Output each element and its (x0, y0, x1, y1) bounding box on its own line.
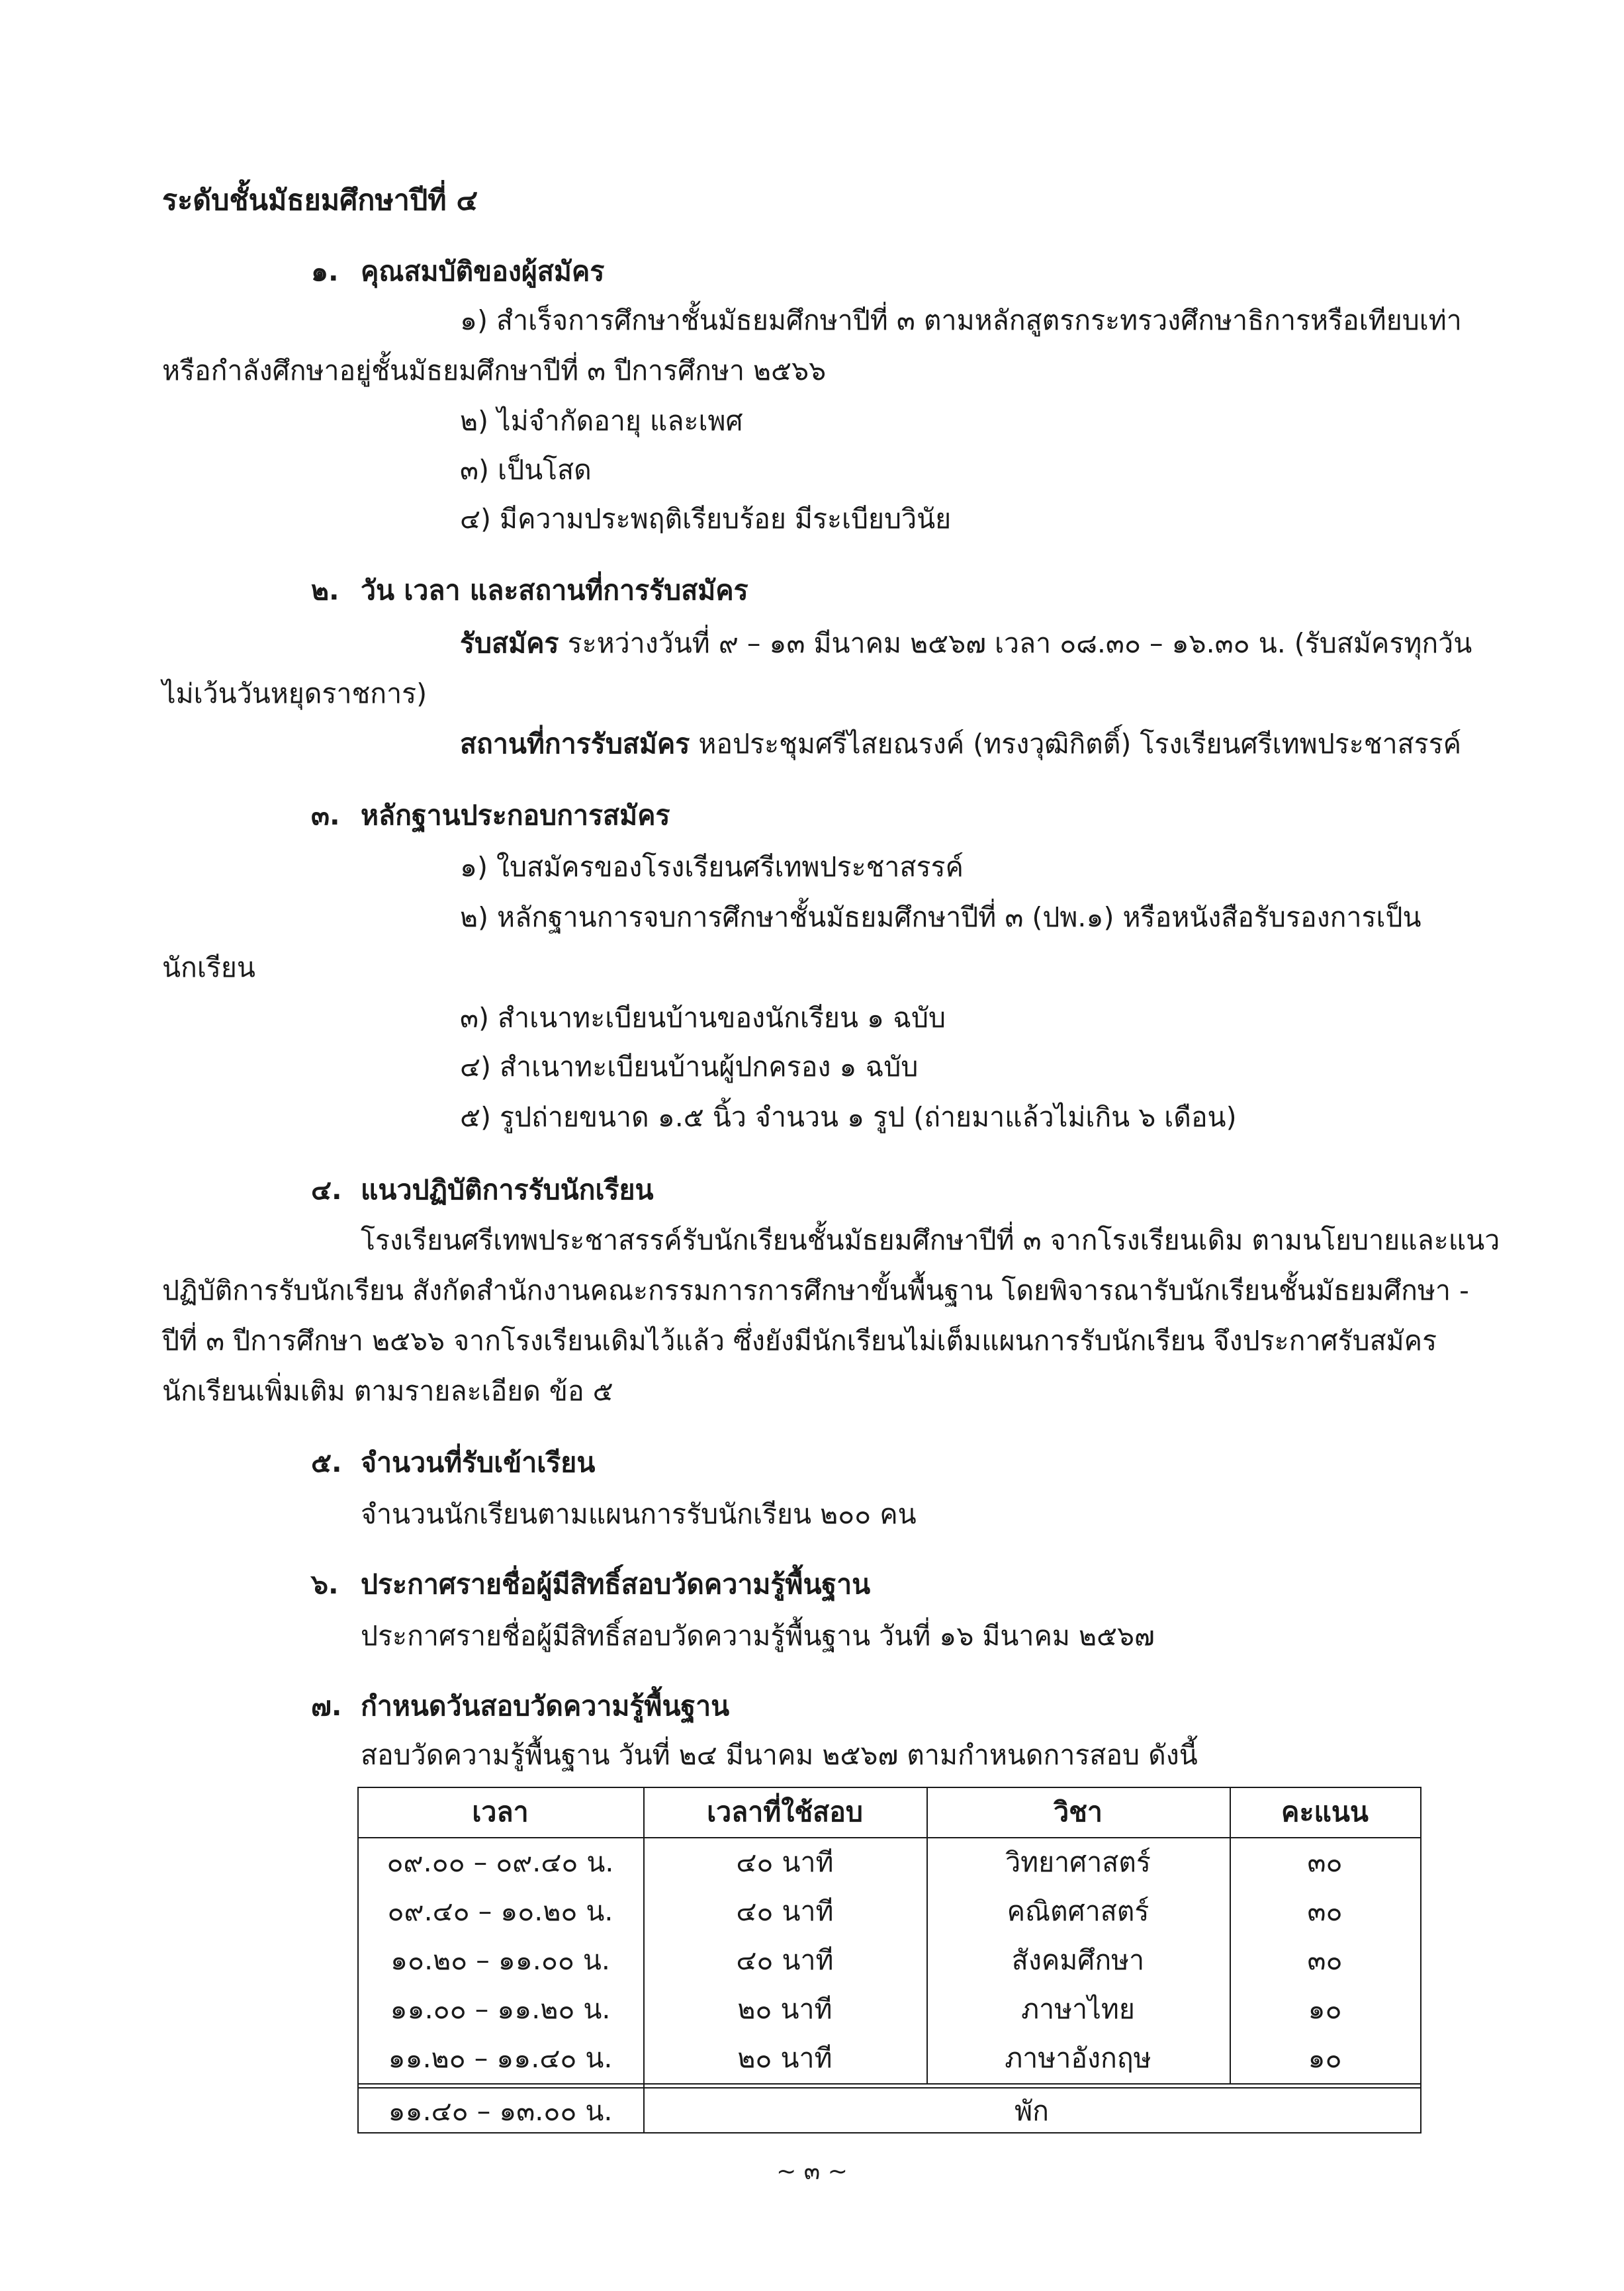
page-heading: ระดับชั้นมัธยมศึกษาปีที่ ๔ (162, 184, 478, 217)
section-number: ๑. (311, 255, 339, 287)
exam-schedule-table (357, 1787, 1421, 2134)
table-border-bottom (357, 2132, 1421, 2134)
cell-score: ๑๐ (1308, 2042, 1342, 2074)
section-number: ๒. (311, 574, 339, 606)
list-item: ๔) สำเนาทะเบียนบ้านผู้ปกครอง ๑ ฉบับ (460, 1051, 919, 1083)
section-title: แนวปฏิบัติการรับนักเรียน (361, 1174, 654, 1206)
table-border-right (1420, 1787, 1421, 2134)
cell-time: ๑๑.๒๐ – ๑๑.๔๐ น. (388, 2042, 613, 2074)
cell-duration: ๔๐ นาที (736, 1846, 834, 1878)
cell-duration: ๔๐ นาที (736, 1895, 834, 1927)
table-col-rule (926, 1787, 928, 2085)
cell-duration: ๒๐ นาที (737, 1993, 833, 2025)
table-header-time: เวลา (472, 1796, 529, 1828)
section-text: ประกาศรายชื่อผู้มีสิทธิ์สอบวัดความรู้พื้นฐาน วันที่ ๑๖ มีนาคม ๒๕๖๗ (361, 1620, 1155, 1652)
cell-time: ๐๙.๐๐ – ๐๙.๔๐ น. (386, 1846, 614, 1878)
list-item: ๕) รูปถ่ายขนาด ๑.๕ นิ้ว จำนวน ๑ รูป (ถ่ายมาแล้วไม่เกิน ๖ เดือน) (460, 1101, 1237, 1133)
paragraph-line: ปฏิบัติการรับนักเรียน สังกัดสำนักงานคณะกรรมการการศึกษาขั้นพื้นฐาน โดยพิจารณารับนักเรียนชั้นมัธยมศึกษา - (162, 1275, 1469, 1306)
application-period-continuation: ไม่เว้นวันหยุดราชการ) (162, 678, 428, 709)
cell-score: ๓๐ (1307, 1846, 1343, 1878)
place-label: สถานที่การรับสมัคร (460, 728, 690, 760)
section-number: ๗. (311, 1690, 342, 1722)
cell-time: ๐๙.๔๐ – ๑๐.๒๐ น. (387, 1895, 613, 1927)
cell-score: ๓๐ (1307, 1895, 1343, 1927)
cell-duration: ๒๐ นาที (737, 2042, 833, 2074)
application-dates: ระหว่างวันที่ ๙ – ๑๓ มีนาคม ๒๕๖๗ เวลา ๐๘.๓๐ – ๑๖.๓๐ น. (รับสมัครทุกวัน (559, 627, 1472, 659)
paragraph-line: โรงเรียนศรีเทพประชาสรรค์รับนักเรียนชั้นมัธยมศึกษาปีที่ ๓ จากโรงเรียนเดิม ตามนโยบายและแนว (361, 1224, 1500, 1256)
application-label: รับสมัคร (460, 627, 559, 659)
table-col-rule (1230, 1787, 1231, 2085)
section-title: คุณสมบัติของผู้สมัคร (361, 255, 605, 287)
cell-score: ๑๐ (1308, 1993, 1342, 2025)
cell-subject: ภาษาอังกฤษ (1005, 2042, 1151, 2074)
section-number: ๔. (311, 1174, 342, 1206)
table-header-rule (357, 1837, 1421, 1838)
cell-duration: ๔๐ นาที (736, 1944, 834, 1976)
section-number: ๕. (311, 1447, 342, 1478)
page-number: ~ ๓ ~ (776, 2158, 848, 2185)
table-rule (357, 2083, 1421, 2085)
cell-time: ๑๑.๔๐ – ๑๓.๐๐ น. (388, 2095, 613, 2127)
list-item: ๔) มีความประพฤติเรียบร้อย มีระเบียบวินัย (460, 503, 952, 535)
table-header-subject: วิชา (1054, 1796, 1103, 1828)
cell-subject: วิทยาศาสตร์ (1005, 1846, 1151, 1878)
paragraph-line: นักเรียนเพิ่มเติม ตามรายละเอียด ข้อ ๕ (162, 1375, 613, 1407)
section-number: ๓. (311, 799, 340, 831)
table-rule-double (357, 2087, 1421, 2089)
section-title: กำหนดวันสอบวัดความรู้พื้นฐาน (361, 1690, 730, 1722)
cell-subject: สังคมศึกษา (1011, 1944, 1145, 1976)
cell-subject: ภาษาไทย (1021, 1993, 1135, 2025)
list-item: ๓) เป็นโสด (460, 454, 592, 486)
cell-time: ๑๑.๐๐ – ๑๑.๒๐ น. (390, 1993, 611, 2025)
cell-time: ๑๐.๒๐ – ๑๑.๐๐ น. (390, 1944, 610, 1976)
table-header-duration: เวลาที่ใช้สอบ (707, 1796, 863, 1828)
cell-score: ๓๐ (1307, 1944, 1343, 1976)
cell-break-label: พัก (1015, 2095, 1049, 2127)
list-item: ๑) สำเร็จการศึกษาชั้นมัธยมศึกษาปีที่ ๓ ตามหลักสูตรกระทรวงศึกษาธิการหรือเทียบเท่า (460, 304, 1462, 336)
list-item-continuation: นักเรียน (162, 952, 255, 983)
section-text: สอบวัดความรู้พื้นฐาน วันที่ ๒๔ มีนาคม ๒๕๖๗ ตามกำหนดการสอบ ดังนี้ (361, 1739, 1198, 1771)
application-period (460, 629, 1472, 658)
table-header-score: คะแนน (1281, 1796, 1369, 1828)
list-item: ๒) ไม่จำกัดอายุ และเพศ (460, 405, 743, 437)
section-title: ประกาศรายชื่อผู้มีสิทธิ์สอบวัดความรู้พื้นฐาน (361, 1568, 871, 1600)
list-item-continuation: หรือกำลังศึกษาอยู่ชั้นมัธยมศึกษาปีที่ ๓ ปีการศึกษา ๒๕๖๖ (162, 355, 827, 386)
section-text: จำนวนนักเรียนตามแผนการรับนักเรียน ๒๐๐ คน (361, 1498, 917, 1530)
place-text: หอประชุมศรีไสยณรงค์ (ทรงวุฒิกิตติ์) โรงเรียนศรีเทพประชาสรรค์ (690, 728, 1462, 760)
list-item: ๒) หลักฐานการจบการศึกษาชั้นมัธยมศึกษาปีที่ ๓ (ปพ.๑) หรือหนังสือรับรองการเป็น (460, 901, 1421, 933)
section-title: หลักฐานประกอบการสมัคร (361, 799, 670, 831)
section-number: ๖. (311, 1568, 339, 1600)
application-place (460, 729, 1461, 759)
section-title: จำนวนที่รับเข้าเรียน (361, 1447, 596, 1478)
list-item: ๑) ใบสมัครของโรงเรียนศรีเทพประชาสรรค์ (460, 851, 964, 883)
table-border-top (357, 1787, 1421, 1788)
list-item: ๓) สำเนาทะเบียนบ้านของนักเรียน ๑ ฉบับ (460, 1002, 946, 1034)
cell-subject: คณิตศาสตร์ (1007, 1895, 1150, 1927)
paragraph-line: ปีที่ ๓ ปีการศึกษา ๒๕๖๖ จากโรงเรียนเดิมไว้แล้ว ซึ่งยังมีนักเรียนไม่เต็มแผนการรับนักเรียน จึงประกาศรับสมัคร (162, 1325, 1437, 1357)
section-title: วัน เวลา และสถานที่การรับสมัคร (361, 574, 748, 606)
